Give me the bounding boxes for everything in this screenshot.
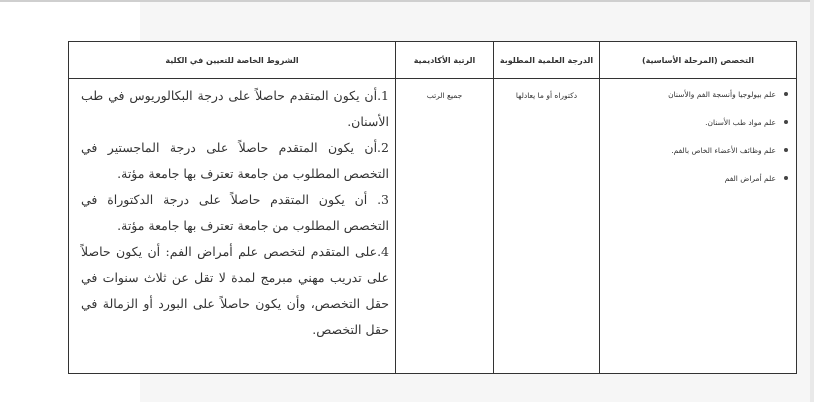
header-degree: الدرجة العلمية المطلوبة: [494, 42, 600, 79]
table-row: [69, 79, 797, 374]
specialty-label: علم مواد طب الأسنان.: [705, 118, 776, 127]
specialty-label: علم وظائف الأعضاء الخاص بالفم.: [671, 146, 776, 155]
bullet-icon: [784, 120, 788, 124]
appointment-requirements-table: [68, 41, 797, 374]
list-item: [606, 117, 776, 128]
specialty-label: علم أمراض الفم: [724, 174, 776, 183]
list-item: [606, 173, 776, 184]
rank-cell: جميع الرتب: [396, 79, 494, 374]
bullet-icon: [784, 176, 788, 180]
header-conditions: الشروط الخاصة للتعيين في الكلية: [69, 42, 396, 79]
condition-item: 3. أن يكون المتقدم حاصلاً على درجة الدكتوراة في التخصص المطلوب من جامعة تعترف بها جامعة مؤتة.: [81, 192, 389, 233]
specialty-cell: [600, 79, 797, 374]
table-header-row: [69, 42, 797, 79]
specialty-list: [606, 89, 790, 184]
condition-item: 1.أن يكون المتقدم حاصلاً على درجة البكالوريوس في طب الأسنان.: [81, 88, 389, 129]
header-specialty: التخصص (المرحلة الأساسية): [600, 42, 797, 79]
scrollbar-edge: [810, 0, 814, 402]
bullet-icon: [784, 92, 788, 96]
list-item: [606, 89, 776, 100]
specialty-label: علم بيولوجيا وأنسجة الفم والأسنان: [668, 90, 776, 99]
bullet-icon: [784, 148, 788, 152]
conditions-cell: [69, 79, 396, 374]
condition-item: 4.على المتقدم لتخصص علم أمراض الفم: أن يكون حاصلاً على تدريب مهني مبرمج لمدة لا تقل عن ثلاث سنوات في حقل التخصص، وأن يكون حاصلاً على البورد أو الزمالة في حقل التخصص.: [81, 244, 389, 337]
list-item: [606, 145, 776, 156]
header-rank: الرتبة الأكاديمية: [396, 42, 494, 79]
condition-item: 2.أن يكون المتقدم حاصلاً على درجة الماجستير في التخصص المطلوب من جامعة تعترف بها جامعة مؤتة.: [81, 140, 389, 181]
degree-cell: دكتوراه أو ما يعادلها: [494, 79, 600, 374]
